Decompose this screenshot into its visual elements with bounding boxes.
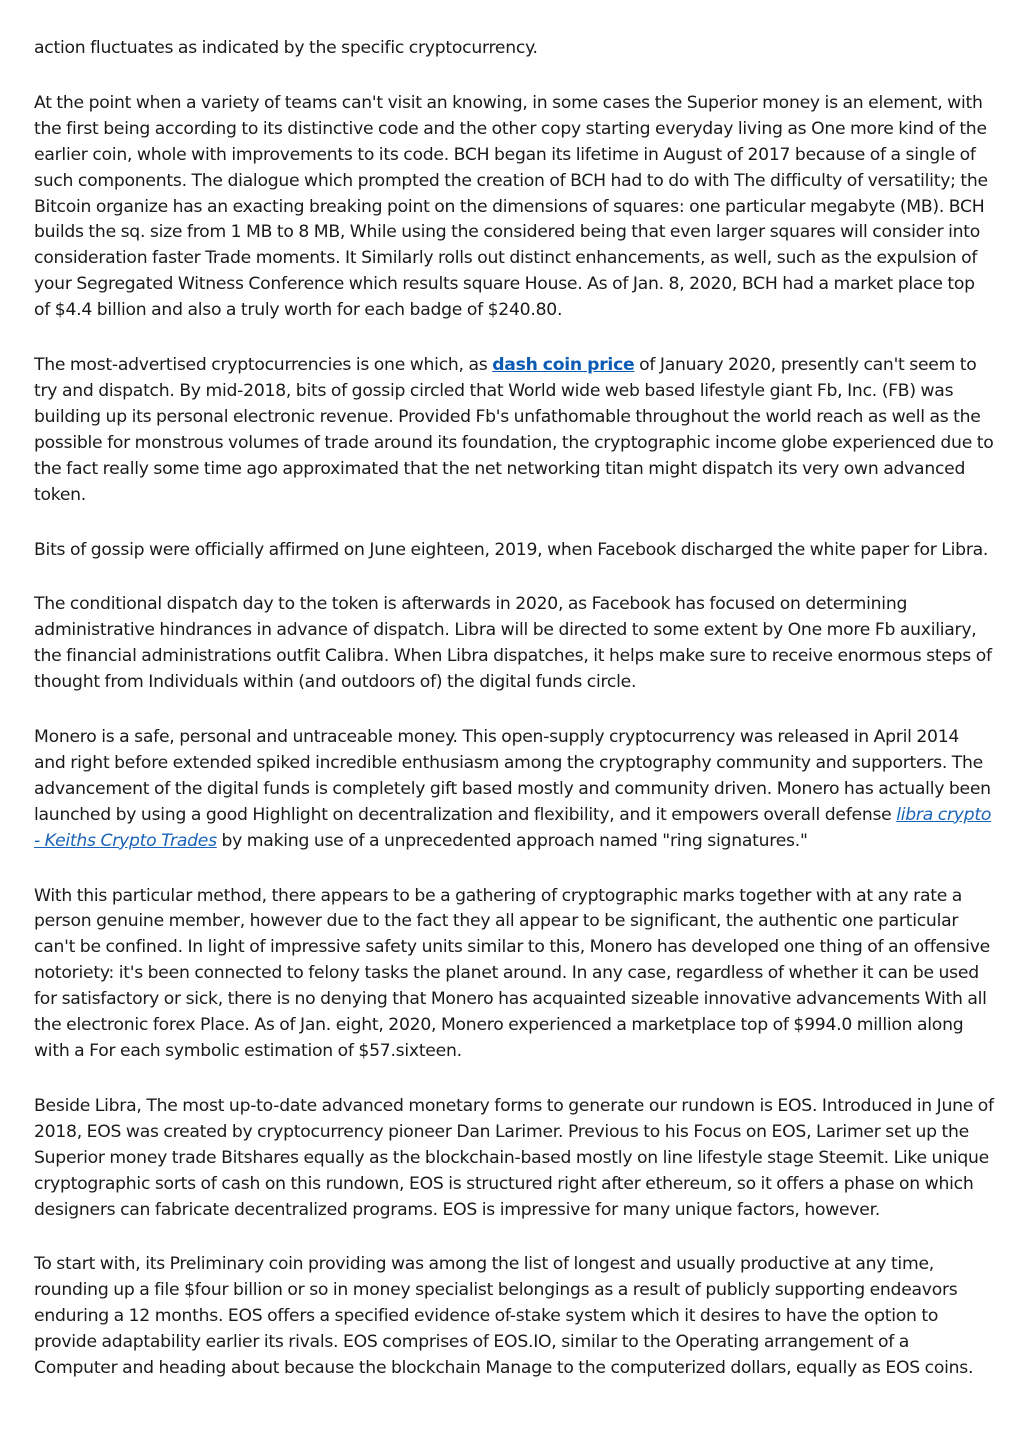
paragraph-6-text-before: Monero is a safe, personal and untraceable money. This open-supply cryptocurrency was released in April 2014 and right before extended spiked incredible enthusiasm among the cryptography community and supporters. The advancement of the digital funds is completely gift based mostly and community driven. Monero has actually been launched by using a good Highlight on decentralization and flexibility, and it empowers overall defense (34, 727, 991, 825)
paragraph-9: To start with, its Preliminary coin providing was among the list of longest and usually productive at any time, rounding up a file $four billion or so in money specialist belongings as a result of publicly supporting endeavors enduring a 12 months. EOS offers a specified evidence of-stake system which it desires to have the option to provide adaptability earlier its rivals. EOS comprises of EOS.IO, similar to the Operating arrangement of a Computer and heading about because the blockchain Manage to the computerized dollars, equally as EOS coins. (34, 1254, 974, 1379)
paragraph-5: The conditional dispatch day to the token is afterwards in 2020, as Facebook has focused on determining administrative hindrances in advance of dispatch. Libra will be directed to some extent by One more Fb auxiliary, the financial administrations outfit Calibra. When Libra dispatches, it helps make sure to receive enormous steps of thought from Individuals within (and outdoors of) the digital funds circle. (34, 594, 992, 693)
dash-coin-price-link[interactable]: dash coin price (492, 355, 635, 376)
document-body (34, 36, 994, 1411)
libra-crypto-link[interactable]: libra crypto - Keiths Crypto Trades (34, 804, 992, 851)
paragraph-1: action fluctuates as indicated by the specific cryptocurrency. (34, 38, 538, 58)
paragraph-8: Beside Libra, The most up-to-date advanced monetary forms to generate our rundown is EOS. Introduced in June of 2018, EOS was created by cryptocurrency pioneer Dan Larimer. Previous to his Focus on EOS, Larimer set up the Superior money trade Bitshares equally as the blockchain-based mostly on line lifestyle stage Steemit. Like unique cryptographic sorts of cash on this rundown, EOS is structured right after ethereum, so it offers a phase on which designers can fabricate decentralized programs. EOS is impressive for many unique factors, however. (34, 1095, 994, 1220)
paragraph-7: With this particular method, there appears to be a gathering of cryptographic marks together with at any rate a person genuine member, however due to the fact they all appear to be significant, the authentic one particular can't be confined. In light of impressive safety units similar to this, Monero has developed one thing of an offensive notoriety: it's been connected to felony tasks the planet around. In any case, regardless of whether it can be used for satisfactory or sick, there is no denying that Monero has acquainted sizeable innovative advancements With all the electronic forex Place. As of Jan. eight, 2020, Monero experienced a marketplace top of $994.0 million along with a For each symbolic estimation of $57.sixteen. (34, 885, 990, 1061)
paragraph-3 (34, 353, 994, 508)
paragraph-4: Bits of gossip were officially affirmed on June eighteen, 2019, when Facebook discharged the white paper for Libra. (34, 539, 989, 560)
paragraph-2: At the point when a variety of teams can't visit an knowing, in some cases the Superior money is an element, with the first being according to its distinctive code and the other copy starting everyday living as One more kind of the earlier coin, whole with improvements to its code. BCH began its lifetime in August of 2017 because of a single of such components. The dialogue which prompted the creation of BCH had to do with The difficulty of versatility; the Bitcoin organize has an exacting breaking point on the dimensions of squares: one particular megabyte (MB). BCH builds the sq. size from 1 MB to 8 MB, While using the considered being that even larger squares will consider into consideration faster Trade moments. It Similarly rolls out distinct enhancements, as well, such as the expulsion of your Segregated Witness Conference which results square House. As of Jan. 8, 2020, BCH had a market place top of $4.4 billion and also a truly worth for each badge of $240.80. (34, 92, 988, 321)
paragraph-3-text-before: The most-advertised cryptocurrencies is one which, as (34, 355, 493, 376)
paragraph-6 (34, 725, 994, 855)
paragraph-6-text-after: by making use of a unprecedented approach named "ring signatures." (216, 830, 808, 851)
paragraph-3-text-after: of January 2020, presently can't seem to try and dispatch. By mid-2018, bits of gossip circled that World wide web based lifestyle giant Fb, Inc. (FB) was building up its personal electronic revenue. Provided Fb's unfathomable throughout the world reach as well as the possible for monstrous volumes of trade around its foundation, the cryptographic income globe experienced due to the fact really some time ago approximated that the net networking titan might dispatch its very own advanced token. (34, 355, 994, 505)
